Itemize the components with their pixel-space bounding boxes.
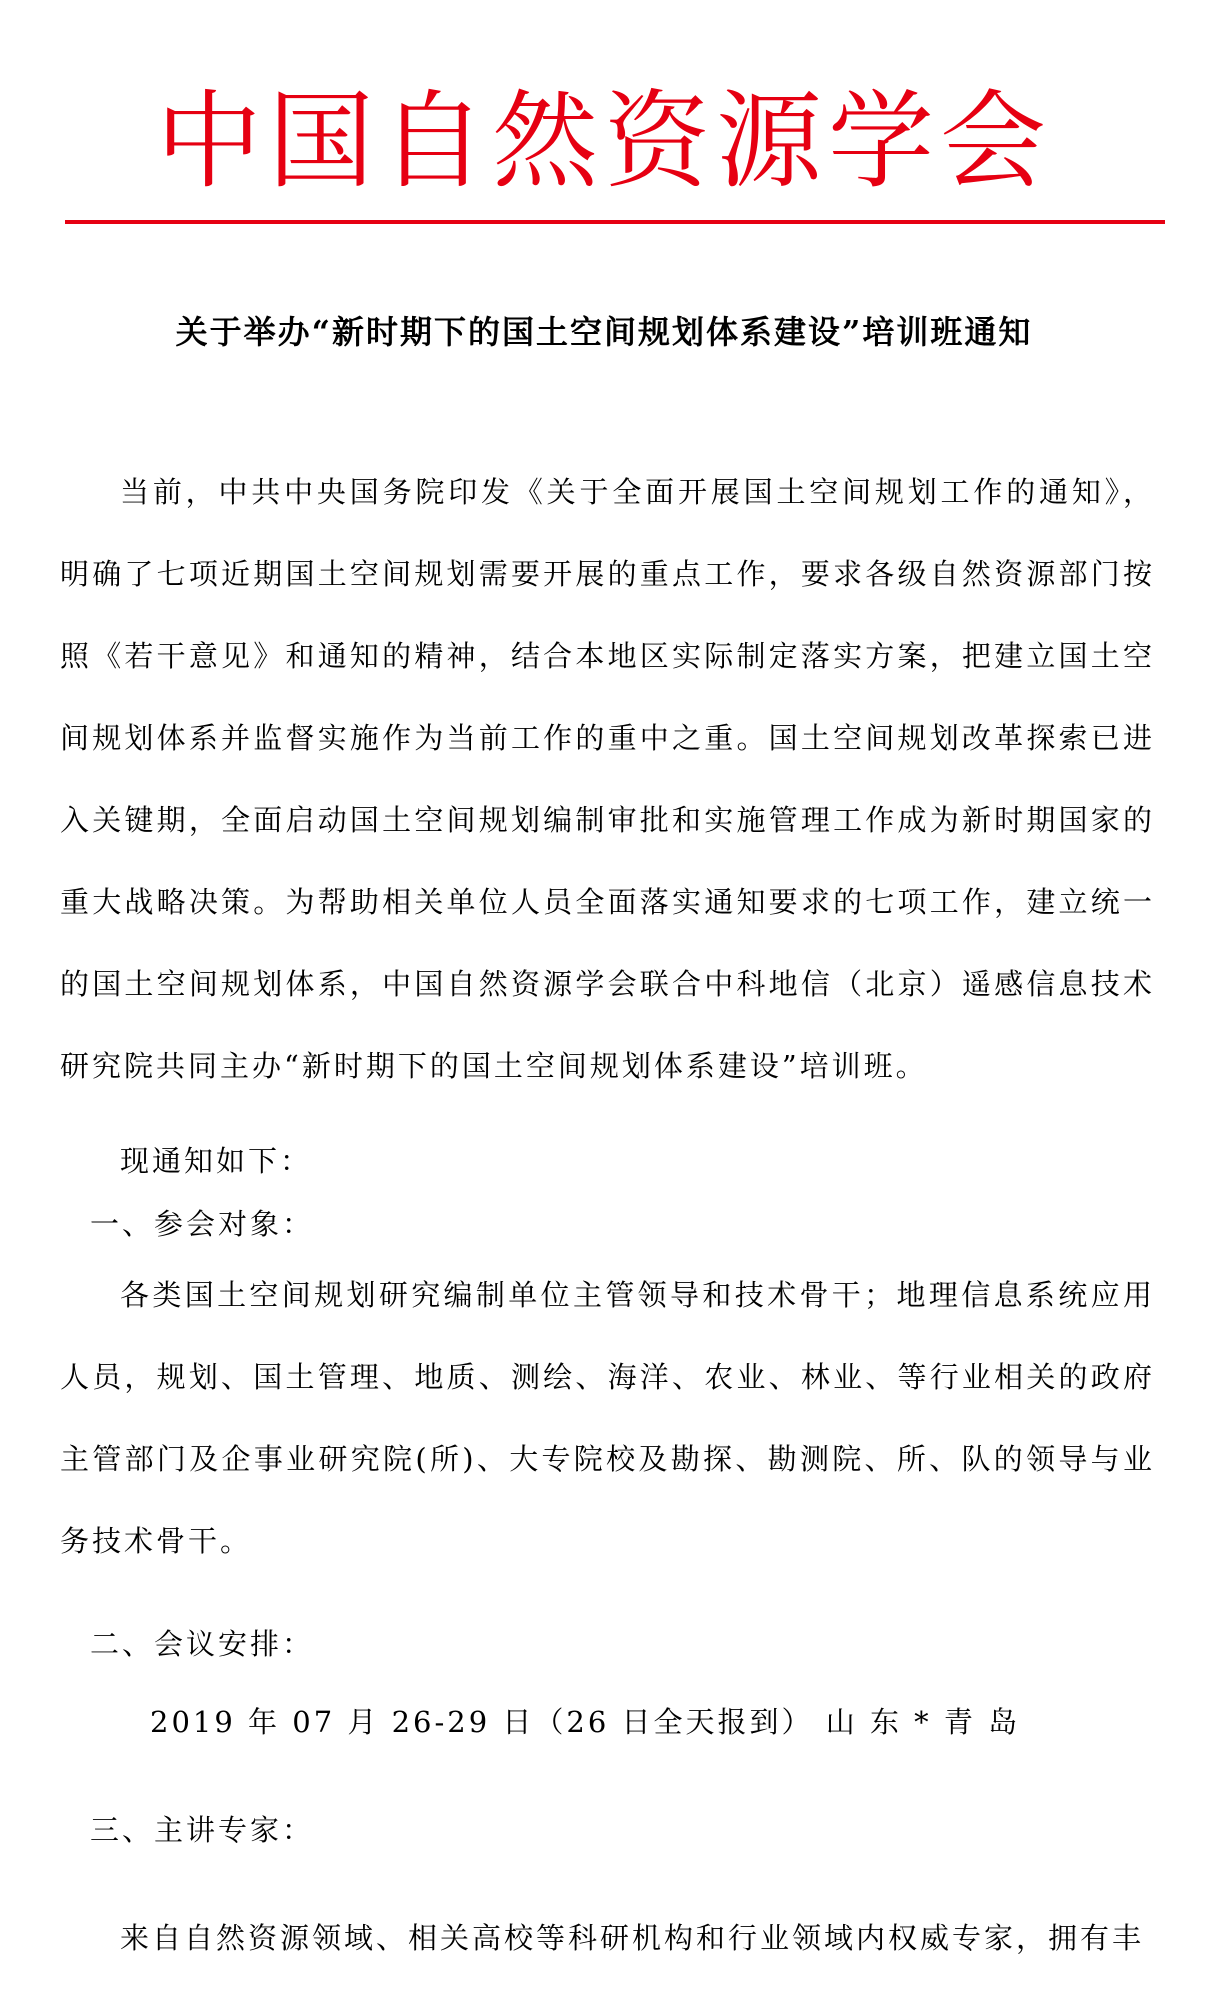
section-heading-experts: 三、主讲专家： <box>90 1813 315 1847</box>
intro-paragraph: 当前，中共中央国务院印发《关于全面开展国土空间规划工作的通知》，明确了七项近期国土空间规划需要开展的重点工作，要求各级自然资源部门按照《若干意见》和通知的精神，结合本地区实际制定落实方案，把建立国土空间规划体系并监督实施作为当前工作的重中之重。国土空间规划改革探索已进入关键期，全面启动国土空间规划编制审批和实施管理工作成为新时期国家的重大战略决策。为帮助相关单位人员全面落实通知要求的七项工作，建立统一的国土空间规划体系，中国自然资源学会联合中科地信（北京）遥感信息技术研究院共同主办“新时期下的国土空间规划体系建设”培训班。 <box>60 475 1155 1083</box>
meeting-date-location: 2019 年 07 月 26-29 日（26 日全天报到） 山 东 * 青 岛 <box>150 1705 1021 1739</box>
notice-line: 现通知如下： <box>120 1144 313 1178</box>
experts-paragraph: 来自自然资源领域、相关高校等科研机构和行业领域内权威专家，拥有丰 <box>120 1921 1145 1955</box>
document-title: 关于举办“新时期下的国土空间规划体系建设”培训班通知 <box>175 313 1033 351</box>
section-heading-arrangement: 二、会议安排： <box>90 1627 315 1661</box>
header-divider <box>65 220 1165 224</box>
participants-paragraph: 各类国土空间规划研究编制单位主管领导和技术骨干；地理信息系统应用人员，规划、国土管理、地质、测绘、海洋、农业、林业、等行业相关的政府主管部门及企事业研究院(所)、大专院校及勘探、勘测院、所、队的领导与业务技术骨干。 <box>60 1278 1155 1558</box>
organization-name-header: 中国自然资源学会 <box>156 80 1052 203</box>
section-heading-participants: 一、参会对象： <box>90 1207 315 1241</box>
